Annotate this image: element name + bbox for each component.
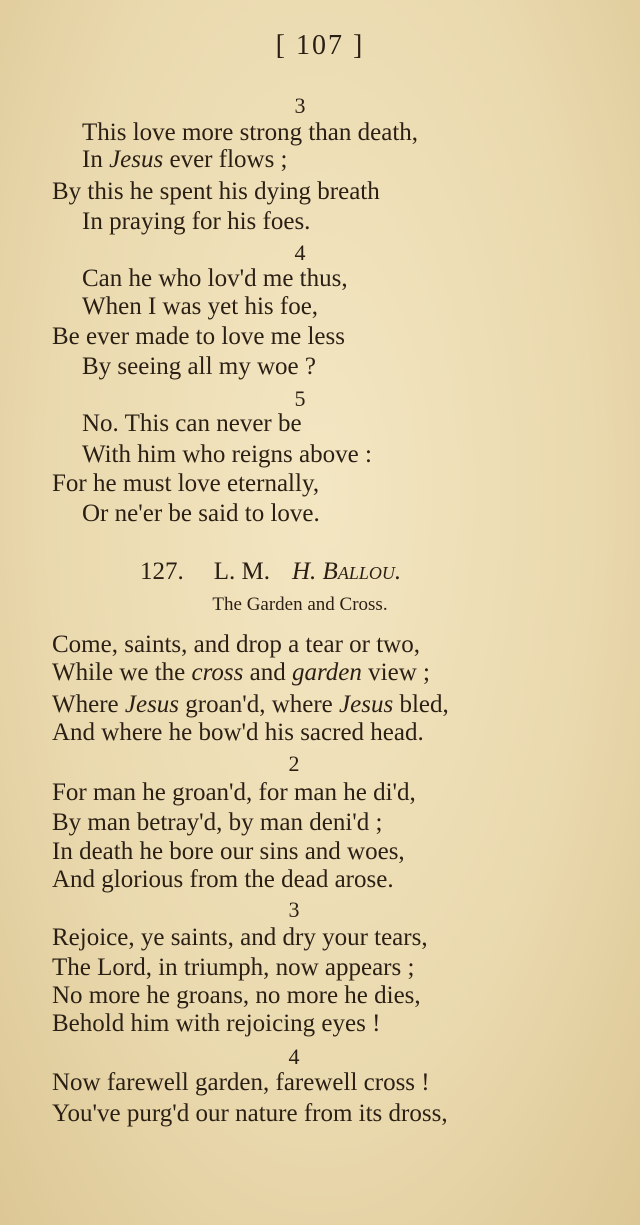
verse-line: In Jesus ever flows ; bbox=[82, 146, 288, 173]
verse-line: By man betray'd, by man deni'd ; bbox=[52, 809, 383, 836]
verse-line: Or ne'er be said to love. bbox=[82, 500, 320, 527]
stanza-number: 3 bbox=[294, 93, 306, 118]
stanza-number: 2 bbox=[288, 751, 300, 776]
verse-line: With him who reigns above : bbox=[82, 441, 372, 468]
verse-line: No. This can never be bbox=[82, 410, 302, 437]
verse-line: Be ever made to love me less bbox=[52, 323, 345, 350]
verse-line: In death he bore our sins and woes, bbox=[52, 838, 405, 865]
verse-line: By this he spent his dying breath bbox=[52, 178, 380, 205]
verse-line: And glorious from the dead arose. bbox=[52, 866, 394, 893]
hymn-number: 127. bbox=[140, 558, 184, 585]
verse-line: No more he groans, no more he dies, bbox=[52, 982, 421, 1009]
verse-line: This love more strong than death, bbox=[82, 119, 419, 146]
verse-line: Where Jesus groan'd, where Jesus bled, bbox=[52, 691, 449, 718]
verse-line: And where he bow'd his sacred head. bbox=[52, 719, 424, 746]
hymn-meter: L. M. bbox=[213, 558, 270, 585]
verse-line: While we the cross and garden view ; bbox=[52, 659, 430, 686]
stanza-number: 5 bbox=[294, 386, 306, 411]
verse-line: Come, saints, and drop a tear or two, bbox=[52, 631, 420, 658]
verse-line: You've purg'd our nature from its dross, bbox=[52, 1100, 448, 1127]
stanza-number: 4 bbox=[288, 1044, 300, 1069]
verse-line: The Lord, in triumph, now appears ; bbox=[52, 954, 415, 981]
verse-line: For man he groan'd, for man he di'd, bbox=[52, 779, 416, 806]
stanza-number: 4 bbox=[294, 240, 306, 265]
hymn-title: The Garden and Cross. bbox=[212, 594, 388, 615]
hymn-author: H. Ballou. bbox=[292, 558, 402, 585]
verse-line: Now farewell garden, farewell cross ! bbox=[52, 1069, 430, 1096]
verse-line: By seeing all my woe ? bbox=[82, 353, 316, 380]
stanza-number: 3 bbox=[288, 897, 300, 922]
hymn-127-heading bbox=[140, 558, 401, 586]
page-number: [ 107 ] bbox=[275, 30, 365, 61]
verse-line: Can he who lov'd me thus, bbox=[82, 265, 348, 292]
verse-line: Rejoice, ye saints, and dry your tears, bbox=[52, 924, 428, 951]
verse-line: When I was yet his foe, bbox=[82, 293, 319, 320]
verse-line: In praying for his foes. bbox=[82, 208, 311, 235]
verse-line: Behold him with rejoicing eyes ! bbox=[52, 1010, 381, 1037]
verse-line: For he must love eternally, bbox=[52, 470, 320, 497]
